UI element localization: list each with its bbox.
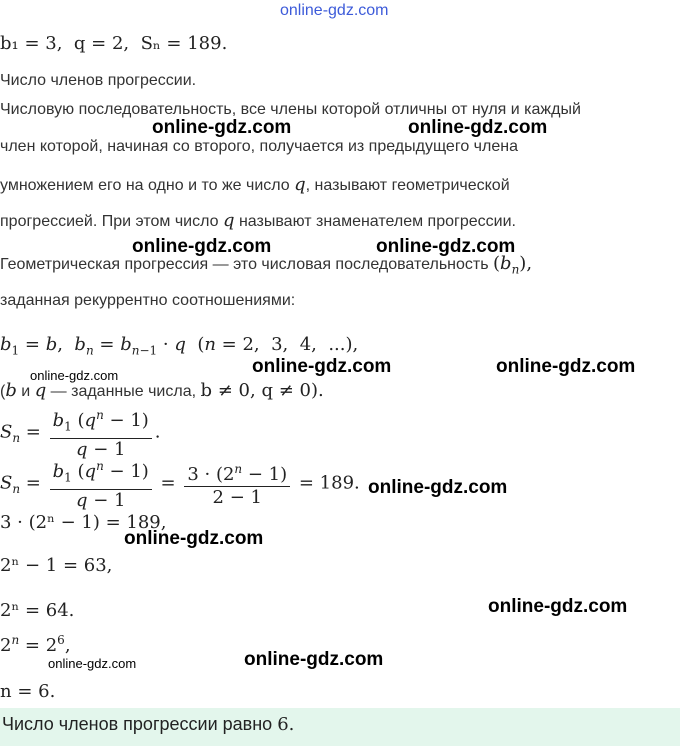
definition-line-6: заданная рекуррентно соотношениями: [0,292,296,309]
definition-line-3a: умножением его на одно и то же число [0,177,295,194]
sum-substitution: $S_n$ = $\frac{b_1 (q^n - 1)}{q - 1}$ = $\frac{3 \cdot (2^n - 1)}{2 - 1}$ = 189. [0,455,360,512]
equation-step-5: n = 6. [0,681,56,702]
equation-step-2: 2ⁿ − 1 = 63, [0,555,113,576]
watermark: online-gdz.com [132,236,272,257]
definition-line-2: член которой, начиная со второго, получается из предыдущего члена [0,138,518,155]
watermark-small: online-gdz.com [48,656,137,671]
watermark: online-gdz.com [376,236,516,257]
recurrence-formula: $b_1 = b$, $b_n = b_{n-1} \cdot q$ (n = 2, 3, 4, ...), [0,334,359,358]
watermark: online-gdz.com [408,117,548,138]
definition-line-5: Геометрическая прогрессия — это числовая последовательность $(b_n)$, [0,253,533,277]
given-sn: Sₙ = 189. [140,33,228,54]
watermark: online-gdz.com [244,649,384,670]
given-b1: b₁ = 3, [0,33,63,54]
answer-value: 6. [277,714,295,735]
watermark-top: online-gdz.com [280,2,389,19]
watermark: online-gdz.com [496,356,636,377]
definition-line-3b: , называют геометрической [305,177,510,194]
definition-line-5-text: Геометрическая прогрессия — это числовая последовательность [0,256,493,273]
answer-text: Число членов прогрессии равно [2,714,278,734]
definition-line-4a: прогрессией. При этом число [0,213,223,230]
equation-step-1: 3 · (2ⁿ − 1) = 189, [0,512,167,533]
question-text: Число членов прогрессии. [0,72,197,89]
watermark: online-gdz.com [124,528,264,549]
watermark: online-gdz.com [252,356,392,377]
given-q: q = 2, [73,33,130,54]
watermark: online-gdz.com [368,477,508,498]
answer-box [0,708,680,746]
given-values [0,33,227,54]
definition-line-3: умножением его на одно и то же число q, называют геометрической [0,174,510,195]
definition-line-4b: называют знаменателем прогрессии. [234,213,516,230]
definition-line-1: Числовую последовательность, все члены которой отличны от нуля и каждый [0,101,581,118]
watermark: online-gdz.com [152,117,292,138]
watermark: online-gdz.com [488,596,628,617]
sum-formula: $S_n$ = $\frac{b_1 (q^n - 1)}{q - 1}$ . [0,404,161,461]
definition-line-4: прогрессией. При этом число q называют знаменателем прогрессии. [0,210,516,231]
recurrence-conditions: (b и q — заданные числа, b ≠ 0, q ≠ 0). [0,380,324,401]
recurrence-conditions-math: b ≠ 0, q ≠ 0). [200,380,324,401]
watermark-small: online-gdz.com [30,368,119,383]
equation-step-3: 2ⁿ = 64. [0,600,75,621]
equation-step-4: $2^n = 2^6$, [0,633,71,656]
